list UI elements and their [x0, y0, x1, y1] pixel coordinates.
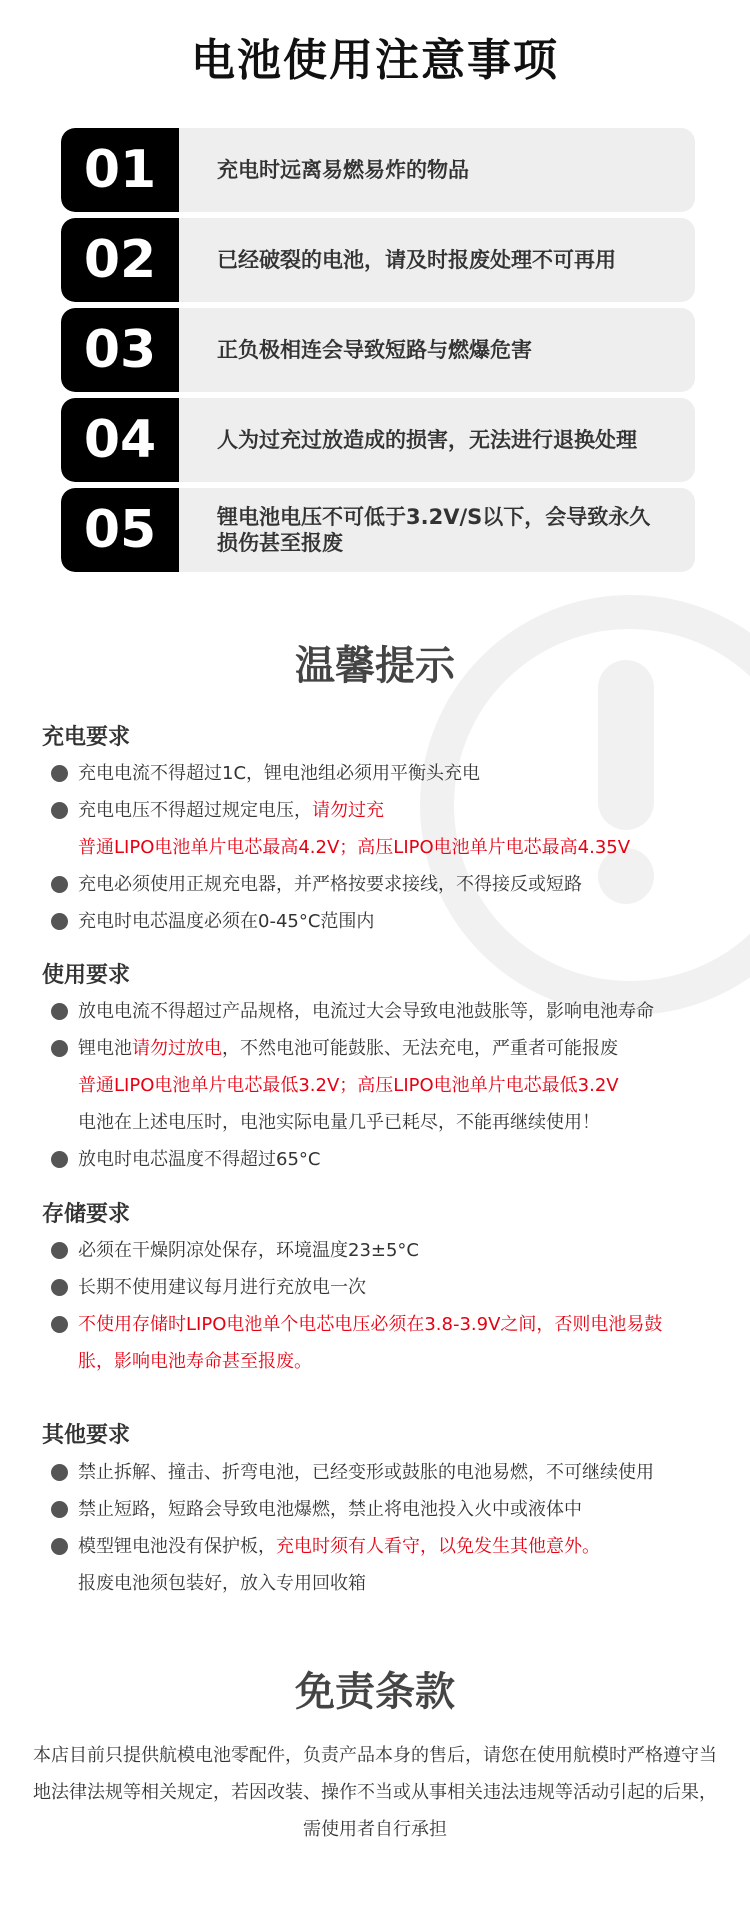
rule-text: 锂电池电压不可低于3.2V/S以下，会导致永久损伤甚至报废 [217, 505, 651, 555]
rule-card-02 [61, 218, 695, 302]
list-item-continuation: 报废电池须包装好，放入专用回收箱 [78, 1573, 366, 1594]
item-text: 充电电压不得超过规定电压， [78, 800, 312, 821]
rule-number: 05 [61, 488, 179, 572]
list-item [78, 1532, 600, 1558]
item-text: 模型锂电池没有保护板， [78, 1536, 276, 1557]
rule-card-01 [61, 128, 695, 212]
item-warning-text: 请勿过放电 [132, 1038, 222, 1059]
rule-text: 人为过充过放造成的损害，无法进行退换处理 [217, 428, 637, 452]
section-heading-storage: 存储要求 [42, 1202, 131, 1227]
disclaimer-line: 地法律法规等相关规定，若因改装、操作不当或从事相关违法违规等活动引起的后果， [33, 1782, 717, 1803]
list-item-continuation: 普通LIPO电池单片电芯最高4.2V；高压LIPO电池单片电芯最高4.35V [78, 837, 631, 858]
disclaimer-title: 免责条款 [295, 1669, 455, 1715]
item-text: ，不然电池可能鼓胀、无法充电，严重者可能报废 [222, 1038, 618, 1059]
rule-card-03 [61, 308, 695, 392]
item-warning-text: 充电时须有人看守，以免发生其他意外。 [276, 1536, 600, 1557]
list-item-continuation: 普通LIPO电池单片电芯最低3.2V；高压LIPO电池单片电芯最低3.2V [78, 1075, 619, 1096]
rule-number: 04 [61, 398, 179, 482]
section-heading-usage: 使用要求 [42, 963, 131, 988]
list-item: 禁止拆解、撞击、折弯电池，已经变形或鼓胀的电池易燃，不可继续使用 [78, 1458, 654, 1484]
rule-card-05 [61, 488, 695, 572]
rule-number: 03 [61, 308, 179, 392]
item-text: 锂电池 [78, 1038, 132, 1059]
list-item [78, 1034, 618, 1060]
rule-text: 正负极相连会导致短路与燃爆危害 [217, 338, 532, 362]
list-item: 放电时电芯温度不得超过65°C [78, 1145, 320, 1171]
list-item: 不使用存储时LIPO电池单个电芯电压必须在3.8-3.9V之间，否则电池易鼓 [78, 1310, 662, 1336]
list-item [78, 796, 384, 822]
item-warning-text: 请勿过充 [312, 800, 384, 821]
rule-card-04 [61, 398, 695, 482]
list-item-continuation: 电池在上述电压时，电池实际电量几乎已耗尽，不能再继续使用！ [78, 1112, 600, 1133]
rule-text: 充电时远离易燃易炸的物品 [217, 158, 469, 182]
list-item: 充电必须使用正规充电器，并严格按要求接线，不得接反或短路 [78, 870, 582, 896]
rule-text: 已经破裂的电池，请及时报废处理不可再用 [217, 248, 616, 272]
list-item: 禁止短路，短路会导致电池爆燃，禁止将电池投入火中或液体中 [78, 1495, 582, 1521]
disclaimer-line: 本店目前只提供航模电池零配件，负责产品本身的售后，请您在使用航模时严格遵守当 [33, 1745, 717, 1766]
section-heading-other: 其他要求 [42, 1423, 131, 1448]
page-title: 电池使用注意事项 [191, 35, 559, 86]
rule-number: 01 [61, 128, 179, 212]
rule-number: 02 [61, 218, 179, 302]
list-item: 必须在干燥阴凉处保存，环境温度23±5°C [78, 1236, 419, 1262]
disclaimer-line: 需使用者自行承担 [303, 1819, 447, 1840]
list-item: 充电时电芯温度必须在0-45°C范围内 [78, 907, 374, 933]
list-item: 放电电流不得超过产品规格，电流过大会导致电池鼓胀等，影响电池寿命 [78, 997, 654, 1023]
list-item: 长期不使用建议每月进行充放电一次 [78, 1273, 366, 1299]
section-heading-charging: 充电要求 [42, 725, 131, 750]
list-item: 充电电流不得超过1C，锂电池组必须用平衡头充电 [78, 759, 480, 785]
tips-title: 温馨提示 [295, 643, 455, 689]
list-item-continuation: 胀，影响电池寿命甚至报废。 [78, 1351, 312, 1372]
